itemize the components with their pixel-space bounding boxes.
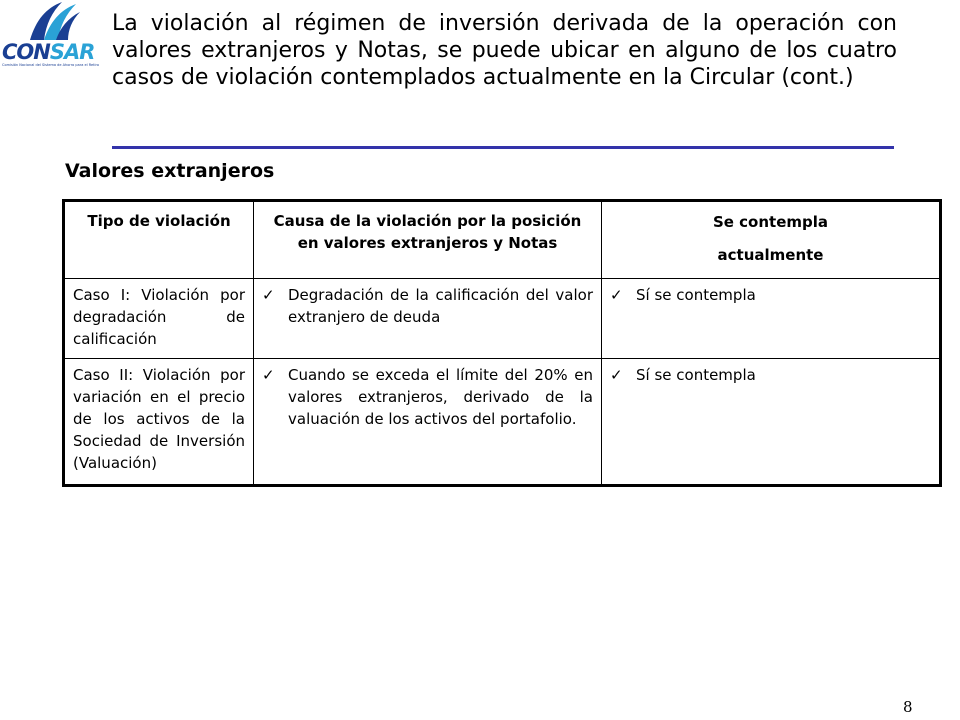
cell-tipo: Caso I: Violación por degradación de calificación bbox=[64, 279, 254, 359]
header-contempla bbox=[602, 201, 941, 279]
cell-causa bbox=[254, 359, 602, 486]
checkmark-icon: ✓ bbox=[610, 366, 623, 384]
header-contempla-line2: actualmente bbox=[717, 246, 824, 264]
header-tipo: Tipo de violación bbox=[64, 201, 254, 279]
page-number: 8 bbox=[903, 698, 913, 716]
causa-text: Degradación de la calificación del valor extranjero de deuda bbox=[288, 286, 593, 326]
checkmark-icon: ✓ bbox=[262, 366, 275, 384]
contempla-text: Sí se contempla bbox=[636, 286, 756, 304]
slide-title: La violación al régimen de inversión derivada de la operación con valores extranjeros y Notas, se puede ubicar en alguno de los cuatro casos de violación contemplados actualmente en la Circular (cont.) bbox=[112, 11, 897, 90]
cell-causa bbox=[254, 279, 602, 359]
table-header-row bbox=[64, 201, 941, 279]
cell-tipo: Caso II: Violación por variación en el precio de los activos de la Sociedad de Inversión (Valuación) bbox=[64, 359, 254, 486]
checkmark-icon: ✓ bbox=[262, 286, 275, 304]
table-row bbox=[64, 359, 941, 486]
causa-text: Cuando se exceda el límite del 20% en valores extranjeros, derivado de la valuación de los activos del portafolio. bbox=[288, 366, 593, 428]
header-contempla-line1: Se contempla bbox=[712, 213, 829, 231]
title-divider bbox=[112, 146, 894, 149]
header-causa: Causa de la violación por la posición en valores extranjeros y Notas bbox=[254, 201, 602, 279]
table-row bbox=[64, 279, 941, 359]
logo-wordmark: CONSAR bbox=[2, 40, 95, 64]
cell-contempla bbox=[602, 279, 941, 359]
consar-wave-icon bbox=[22, 0, 82, 42]
section-title: Valores extranjeros bbox=[65, 160, 275, 182]
checkmark-icon: ✓ bbox=[610, 286, 623, 304]
consar-logo bbox=[0, 0, 100, 80]
cell-contempla bbox=[602, 359, 941, 486]
contempla-text: Sí se contempla bbox=[636, 366, 756, 384]
logo-subtitle: Comisión Nacional del Sistema de Ahorro para el Retiro bbox=[2, 63, 99, 67]
violations-table bbox=[62, 199, 942, 487]
